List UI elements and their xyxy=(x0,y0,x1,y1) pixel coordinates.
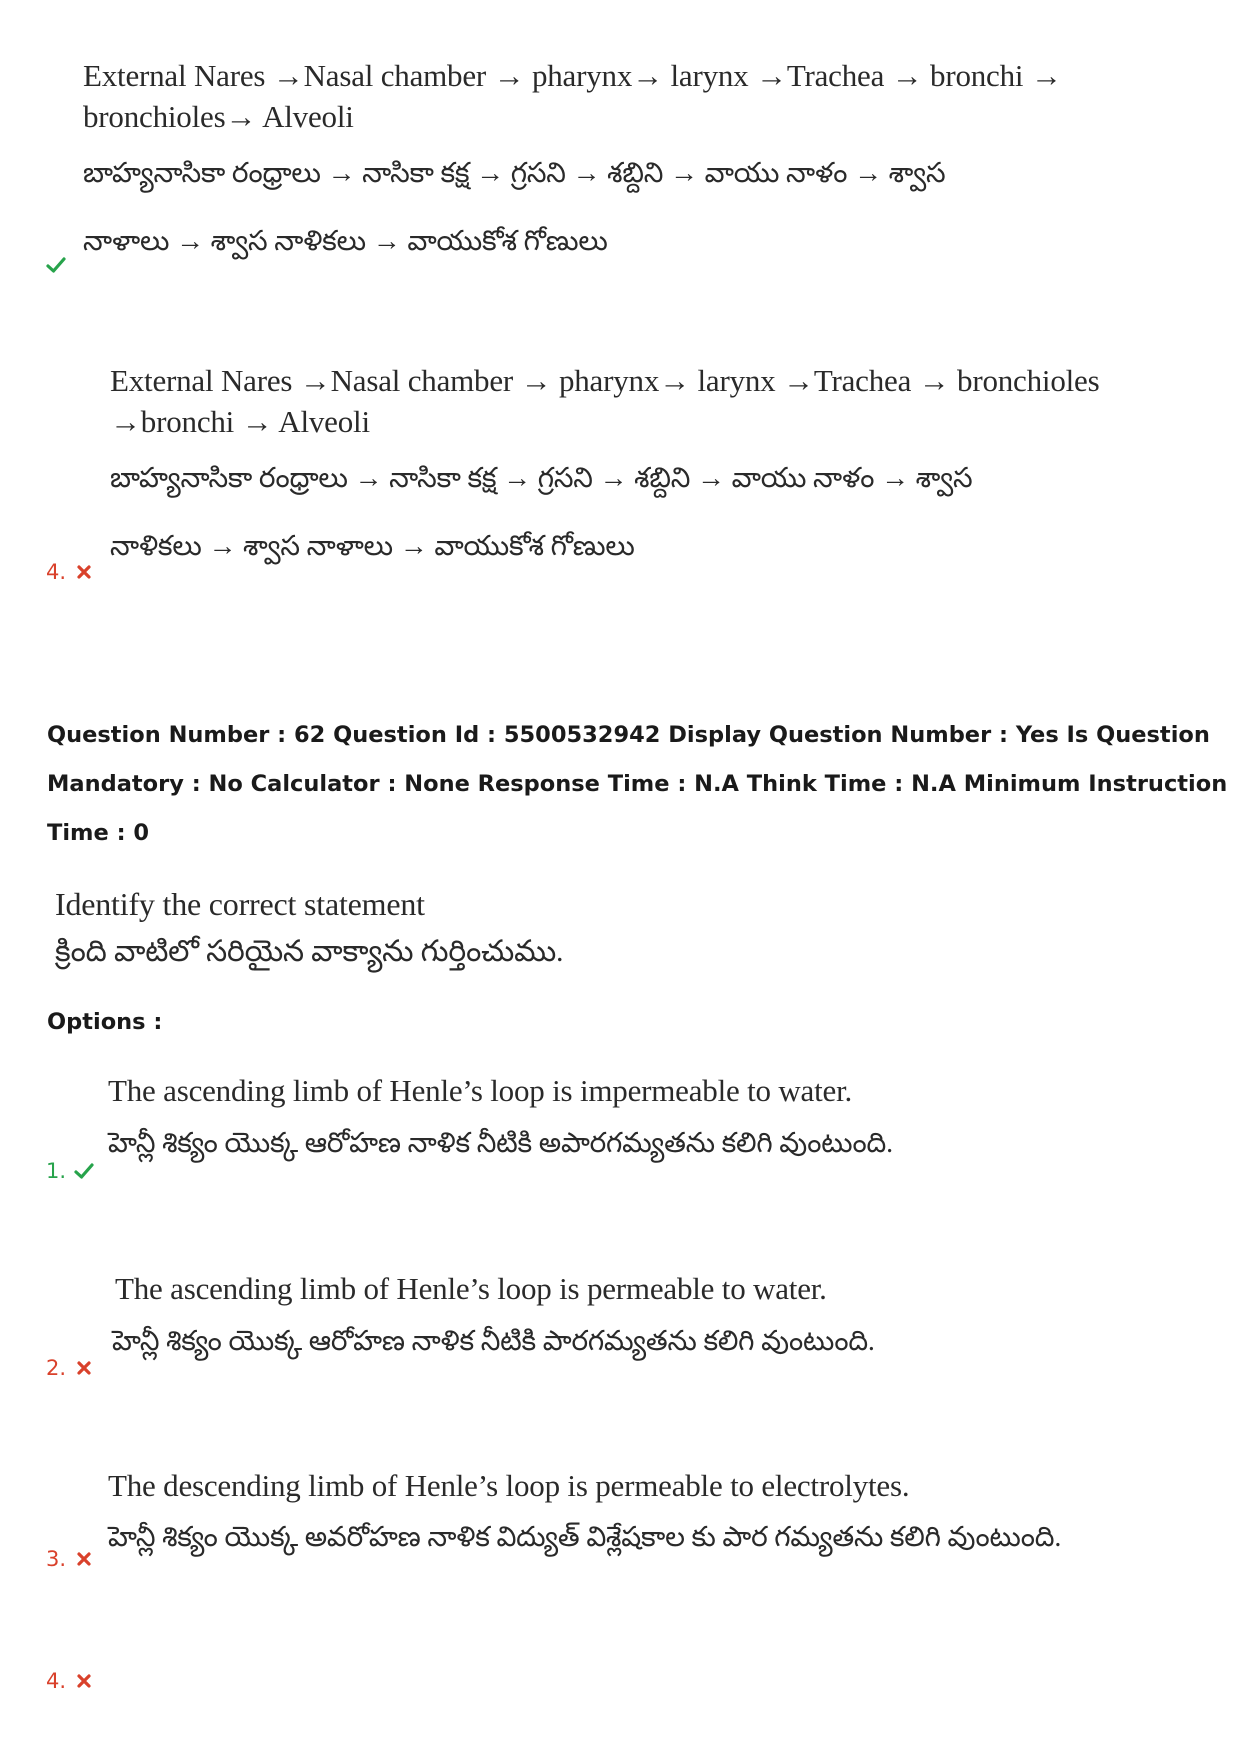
option-1-number: 1. xyxy=(46,1159,67,1183)
cross-icon xyxy=(74,1358,94,1378)
option-4-marker xyxy=(46,1669,94,1693)
prev-option-4-marker xyxy=(46,560,94,584)
prev-option-4-te-line2: నాళికలు → శ్వాస నాళాలు → వాయుకోశ గోణులు xyxy=(110,531,635,562)
prev-option-4-en-line2: →bronchi → Alveoli xyxy=(110,404,370,439)
prev-option-3-te-line1: బాహ్యనాసికా రంధ్రాలు → నాసికా కక్ష → గ్రసని → శబ్దిని → వాయు నాళం → శ్వాస xyxy=(83,158,946,189)
prev-option-3-te-line2: నాళాలు → శ్వాస నాళికలు → వాయుకోశ గోణులు xyxy=(83,226,608,257)
cross-icon xyxy=(74,562,94,582)
option-4-number: 4. xyxy=(46,1669,67,1693)
option-3-number: 3. xyxy=(46,1547,67,1571)
cross-icon xyxy=(74,1549,94,1569)
question-meta-line1: Question Number : 62 Question Id : 5500532942 Display Question Number : Yes Is Question xyxy=(47,722,1210,748)
option-3-en: The descending limb of Henle’s loop is permeable to electrolytes. xyxy=(108,1468,910,1503)
option-2-marker xyxy=(46,1356,94,1380)
check-icon xyxy=(74,1161,94,1181)
prev-option-4-te-line1: బాహ్యనాసికా రంధ్రాలు → నాసికా కక్ష → గ్రసని → శబ్దిని → వాయు నాళం → శ్వాస xyxy=(110,463,973,494)
prev-option-3-en-line1: External Nares →Nasal chamber → pharynx→ larynx →Trachea → bronchi → xyxy=(83,58,1062,93)
option-2-number: 2. xyxy=(46,1356,67,1380)
prev-option-3-en-line2: bronchioles→ Alveoli xyxy=(83,99,354,134)
question-text-en: Identify the correct statement xyxy=(55,886,425,922)
option-3-marker xyxy=(46,1547,94,1571)
question-text-te: క్రింది వాటిలో సరియైన వాక్యాను గుర్తించుము. xyxy=(55,935,564,968)
option-1-marker xyxy=(46,1159,94,1183)
option-1-en: The ascending limb of Henle’s loop is impermeable to water. xyxy=(108,1073,853,1108)
option-3-te: హెన్లీ శిక్యం యొక్క అవరోహణ నాళిక విద్యుత్ విశ్లేషకాల కు పార గమ్యతను కలిగి వుంటుంది. xyxy=(108,1522,1062,1553)
check-icon xyxy=(46,255,66,275)
question-meta-line2: Mandatory : No Calculator : None Response Time : N.A Think Time : N.A Minimum Instruction xyxy=(47,771,1228,797)
prev-option-4-en-line1: External Nares →Nasal chamber → pharynx→ larynx →Trachea → bronchioles xyxy=(110,363,1100,398)
cross-icon xyxy=(74,1671,94,1691)
prev-option-4-number: 4. xyxy=(46,560,67,584)
question-meta-line3: Time : 0 xyxy=(47,820,150,846)
option-1-te: హెన్లీ శిక్యం యొక్క ఆరోహణ నాళిక నీటికి అపారగమ్యతను కలిగి వుంటుంది. xyxy=(108,1128,893,1159)
option-2-en: The ascending limb of Henle’s loop is permeable to water. xyxy=(115,1271,827,1306)
prev-option-3-marker xyxy=(46,255,66,275)
option-2-te: హెన్లీ శిక్యం యొక్క ఆరోహణ నాళిక నీటికి పారగమ్యతను కలిగి వుంటుంది. xyxy=(112,1326,875,1357)
options-label: Options : xyxy=(47,1009,163,1035)
